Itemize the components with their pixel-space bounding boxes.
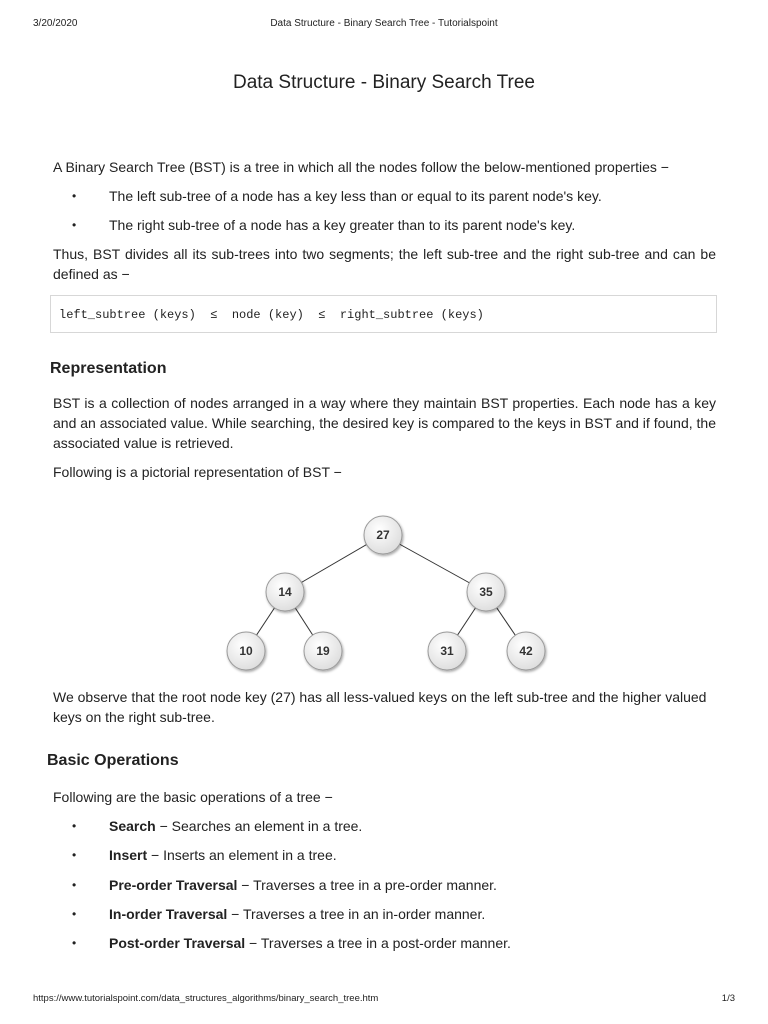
list-item <box>53 933 716 953</box>
operation-name: Insert <box>109 847 148 864</box>
node-label: 19 <box>316 644 330 658</box>
tree-node <box>227 632 265 670</box>
tree-node <box>467 573 505 611</box>
tree-node <box>304 632 342 670</box>
operation-name: Search <box>109 818 156 834</box>
list-item <box>53 904 716 924</box>
operations-list <box>53 816 716 962</box>
tree-node <box>266 573 304 611</box>
operation-desc: − Searches an element in a tree. <box>155 818 363 834</box>
operation-desc: − Traverses a tree in a post-order manner. <box>245 935 511 952</box>
tree-node <box>428 632 466 670</box>
thus-paragraph: Thus, BST divides all its sub-trees into two segments; the left sub-tree and the right sub-tree and can be defined as − <box>53 246 716 282</box>
bst-diagram-svg <box>220 505 550 680</box>
list-item: • The left sub-tree of a node has a key less than or equal to its parent node's key. <box>53 186 716 206</box>
node-label: 31 <box>440 644 454 658</box>
representation-heading: Representation <box>50 360 167 377</box>
node-label: 10 <box>239 644 253 658</box>
node-label: 42 <box>519 644 533 658</box>
intro-section <box>50 157 716 482</box>
tree-node <box>507 632 545 670</box>
code-block: left_subtree (keys) ≤ node (key) ≤ right_subtree (keys) <box>50 295 717 333</box>
operation-desc: − Traverses a tree in a pre-order manner. <box>237 876 497 893</box>
node-label: 27 <box>376 528 390 542</box>
basic-operations-intro: Following are the basic operations of a tree − <box>53 789 333 805</box>
bst-diagram <box>220 505 550 680</box>
operation-name: Post-order Traversal <box>109 935 246 952</box>
list-item <box>53 816 716 836</box>
tree-node-root <box>364 516 402 554</box>
operation-name: Pre-order Traversal <box>109 876 238 893</box>
source-url: https://www.tutorialspoint.com/data_structures_algorithms/binary_search_tree.htm <box>33 993 379 1004</box>
operation-desc: − Inserts an element in a tree. <box>147 847 337 864</box>
intro-paragraph: A Binary Search Tree (BST) is a tree in which all the nodes follow the below-mentioned properties − <box>53 159 669 175</box>
page-number: 1/3 <box>721 993 735 1004</box>
bst-properties-list <box>53 186 716 235</box>
node-label: 35 <box>479 585 493 599</box>
list-item: • The right sub-tree of a node has a key greater than to its parent node's key. <box>53 215 716 235</box>
basic-operations-heading: Basic Operations <box>47 752 179 769</box>
operation-desc: − Traverses a tree in an in-order manner. <box>227 905 486 922</box>
representation-paragraph: BST is a collection of nodes arranged in a way where they maintain BST properties. Each node has a key and an associated value. While searching, the desired key is compared to the keys in BST and if found, the associated value is retrieved. <box>53 395 716 451</box>
print-date: 3/20/2020 <box>33 18 78 29</box>
node-label: 14 <box>278 585 292 599</box>
observe-paragraph: We observe that the root node key (27) has all less-valued keys on the left sub-tree and the higher valued keys on the right sub-tree. <box>53 689 707 725</box>
pictorial-intro: Following is a pictorial representation of BST − <box>53 464 342 480</box>
page-title: Data Structure - Binary Search Tree <box>232 72 535 93</box>
print-document-title: Data Structure - Binary Search Tree - Tutorialspoint <box>270 18 498 29</box>
operation-name: In-order Traversal <box>109 905 228 922</box>
list-item <box>53 875 716 895</box>
list-item <box>53 845 716 865</box>
